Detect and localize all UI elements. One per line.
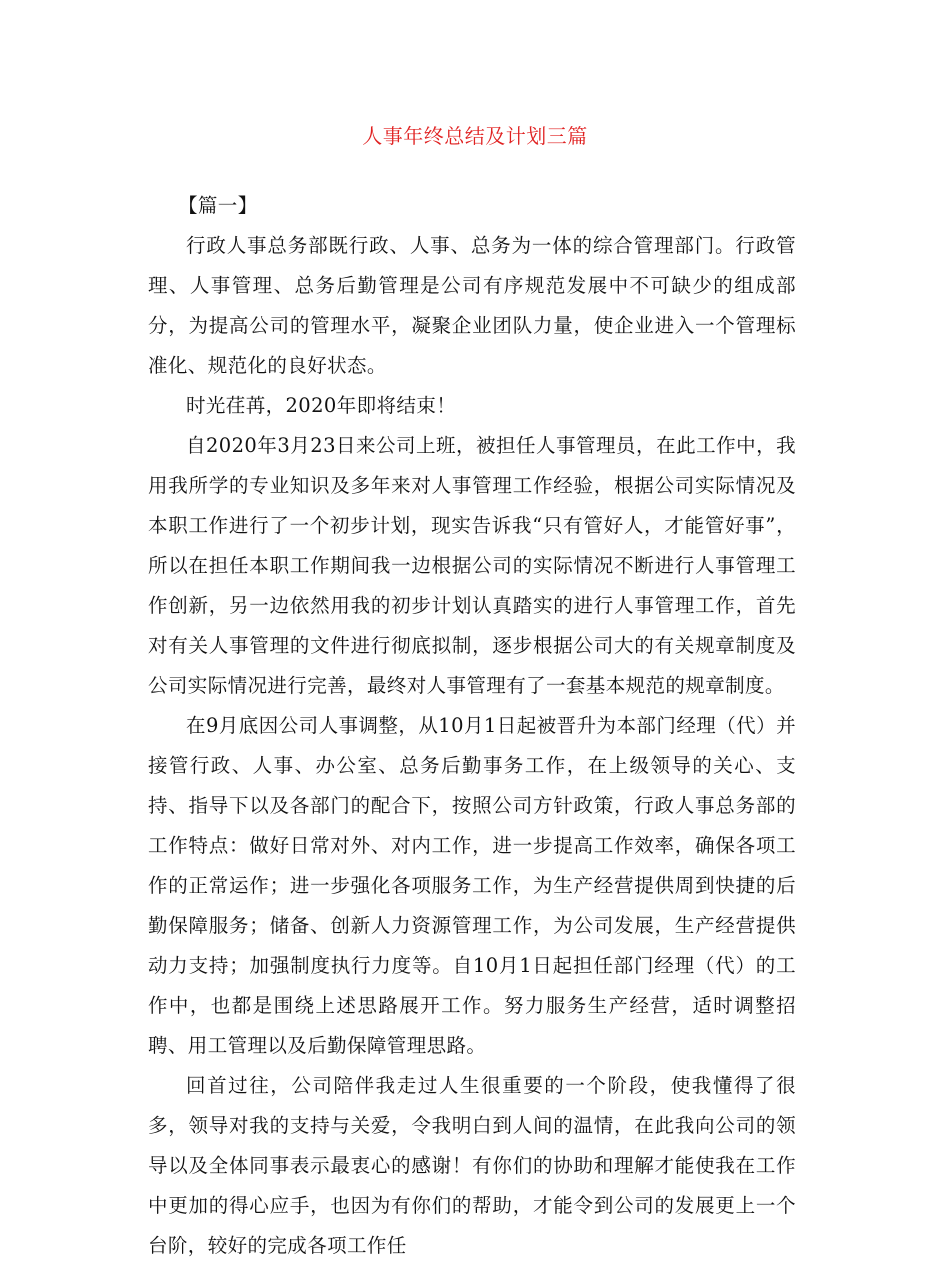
document-body	[148, 186, 796, 1266]
paragraph-promotion: 在9月底因公司人事调整，从10月1日起被晋升为本部门经理（代）并接管行政、人事、办公室、总务后勤事务工作，在上级领导的关心、支持、指导下以及各部门的配合下，按照公司方针政策，行政人事总务部的工作特点：做好日常对外、对内工作，进一步提高工作效率，确保各项工作的正常运作；进一步强化各项服务工作，为生产经营提供周到快捷的后勤保障服务；储备、创新人力资源管理工作，为公司发展，生产经营提供动力支持；加强制度执行力度等。自10月1日起担任部门经理（代）的工作中，也都是围绕上述思路展开工作。努力服务生产经营，适时调整招聘、用工管理以及后勤保障管理思路。	[148, 714, 796, 1057]
paragraph-intro: 行政人事总务部既行政、人事、总务为一体的综合管理部门。行政管理、人事管理、总务后勤管理是公司有序规范发展中不可缺少的组成部分，为提高公司的管理水平，凝聚企业团队力量，使企业进入一个管理标准化、规范化的良好状态。	[148, 234, 796, 377]
paragraph-time: 时光荏苒，2020年即将结束！	[186, 394, 457, 417]
section-heading: 【篇一】	[178, 194, 258, 217]
paragraph-thanks: 回首过往，公司陪伴我走过人生很重要的一个阶段，使我懂得了很多，领导对我的支持与关爱，令我明白到人间的温情，在此我向公司的领导以及全体同事表示最衷心的感谢！有你们的协助和理解才能使我在工作中更加的得心应手，也因为有你们的帮助，才能令到公司的发展更上一个台阶，较好的完成各项工作任	[148, 1074, 796, 1257]
paragraph-start-work: 自2020年3月23日来公司上班，被担任人事管理员，在此工作中，我用我所学的专业知识及多年来对人事管理工作经验，根据公司实际情况及本职工作进行了一个初步计划，现实告诉我“只有管好人，才能管好事”，所以在担任本职工作期间我一边根据公司的实际情况不断进行人事管理工作创新，另一边依然用我的初步计划认真踏实的进行人事管理工作，首先对有关人事管理的文件进行彻底拟制，逐步根据公司大的有关规章制度及公司实际情况进行完善，最终对人事管理有了一套基本规范的规章制度。	[148, 434, 796, 697]
document-title: 人事年终总结及计划三篇	[362, 124, 588, 148]
